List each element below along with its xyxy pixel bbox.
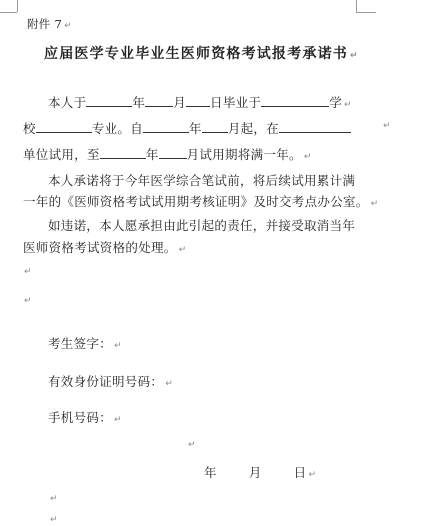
crop-mark-left-horizontal [0,12,17,13]
paragraph-mark: ↵ [114,415,122,425]
text: 年 [145,147,159,162]
text: 考生签字： [48,336,113,351]
paragraph-mark: ↵ [165,379,174,389]
paragraph-mark-empty-2: ↵ [24,296,32,306]
crop-mark-right-vertical [356,0,357,12]
fill-blank-end-year[interactable] [100,146,146,159]
body-para3-line-2 [23,238,186,256]
paragraph-mark: ↵ [350,51,359,61]
text: 月起，在 [227,121,280,136]
fill-blank-day[interactable] [186,94,210,107]
text: 单位试用，至 [23,147,100,162]
fill-blank-end-month[interactable] [159,146,187,159]
text: 专业。自 [91,121,144,136]
fill-blank-year[interactable] [86,94,132,107]
text: 月 [173,95,187,110]
phone-number-label [48,408,122,426]
text: 有效身份证明号码： [48,374,164,389]
fill-blank-major[interactable] [36,120,92,133]
body-line-2 [23,119,351,137]
text: 如违诺，本人愿承担由此引起的责任，并接受取消当年 [48,218,356,233]
title-text: 应届医学专业毕业生医师资格考试报考承诺书 [44,46,348,62]
body-para3-line-1 [48,216,355,234]
text: 医师资格考试资格的处理。 [23,240,177,255]
text: 本人承诺将于今年医学综合笔试前，将后续试用累计满 [48,173,356,188]
fill-blank-school[interactable] [261,94,329,107]
paragraph-mark-empty-4: ↵ [50,494,58,504]
paragraph-mark-empty-3: ↵ [188,440,196,450]
text: 手机号码： [48,410,113,425]
crop-mark-left-vertical [17,0,18,12]
paragraph-mark: ↵ [370,199,379,209]
candidate-signature-label [48,334,122,352]
date-year: 年 [204,465,217,480]
body-line-3 [23,145,312,163]
annex-text: 附件 7 [27,17,63,31]
paragraph-mark: ↵ [308,470,317,480]
fill-blank-month[interactable] [145,94,173,107]
body-line-1 [48,93,352,111]
text: 年 [189,121,202,136]
date-line [204,463,316,481]
annex-label [27,16,72,32]
fill-blank-start-year[interactable] [143,120,189,133]
text: 年 [132,95,146,110]
paragraph-mark-line2: ↵ [383,121,391,131]
paragraph-mark: ↵ [303,152,312,162]
text: 一年的《医师资格考试试用期考核证明》及时交考点办公室。 [23,194,369,209]
text: 学 [329,95,343,110]
paragraph-mark: ↵ [64,21,73,31]
body-para2-line-2 [23,192,378,210]
body-para2-line-1 [48,171,355,189]
date-day: 日 [293,465,307,480]
text: 月试用期将满一年。 [186,147,302,162]
document-title [44,43,359,63]
text: 日毕业于 [210,95,262,110]
id-number-label [48,372,173,390]
paragraph-mark-empty-1: ↵ [24,267,32,277]
paragraph-mark: ↵ [178,245,187,255]
paragraph-mark-empty-5: ↵ [50,515,58,525]
text: 校 [23,121,36,136]
fill-blank-start-month[interactable] [202,120,228,133]
paragraph-mark: ↵ [344,100,352,110]
text: 本人于 [48,95,87,110]
paragraph-mark: ↵ [114,341,122,351]
crop-mark-right-horizontal [356,12,376,13]
date-month: 月 [248,465,262,480]
fill-blank-unit[interactable] [279,120,351,133]
